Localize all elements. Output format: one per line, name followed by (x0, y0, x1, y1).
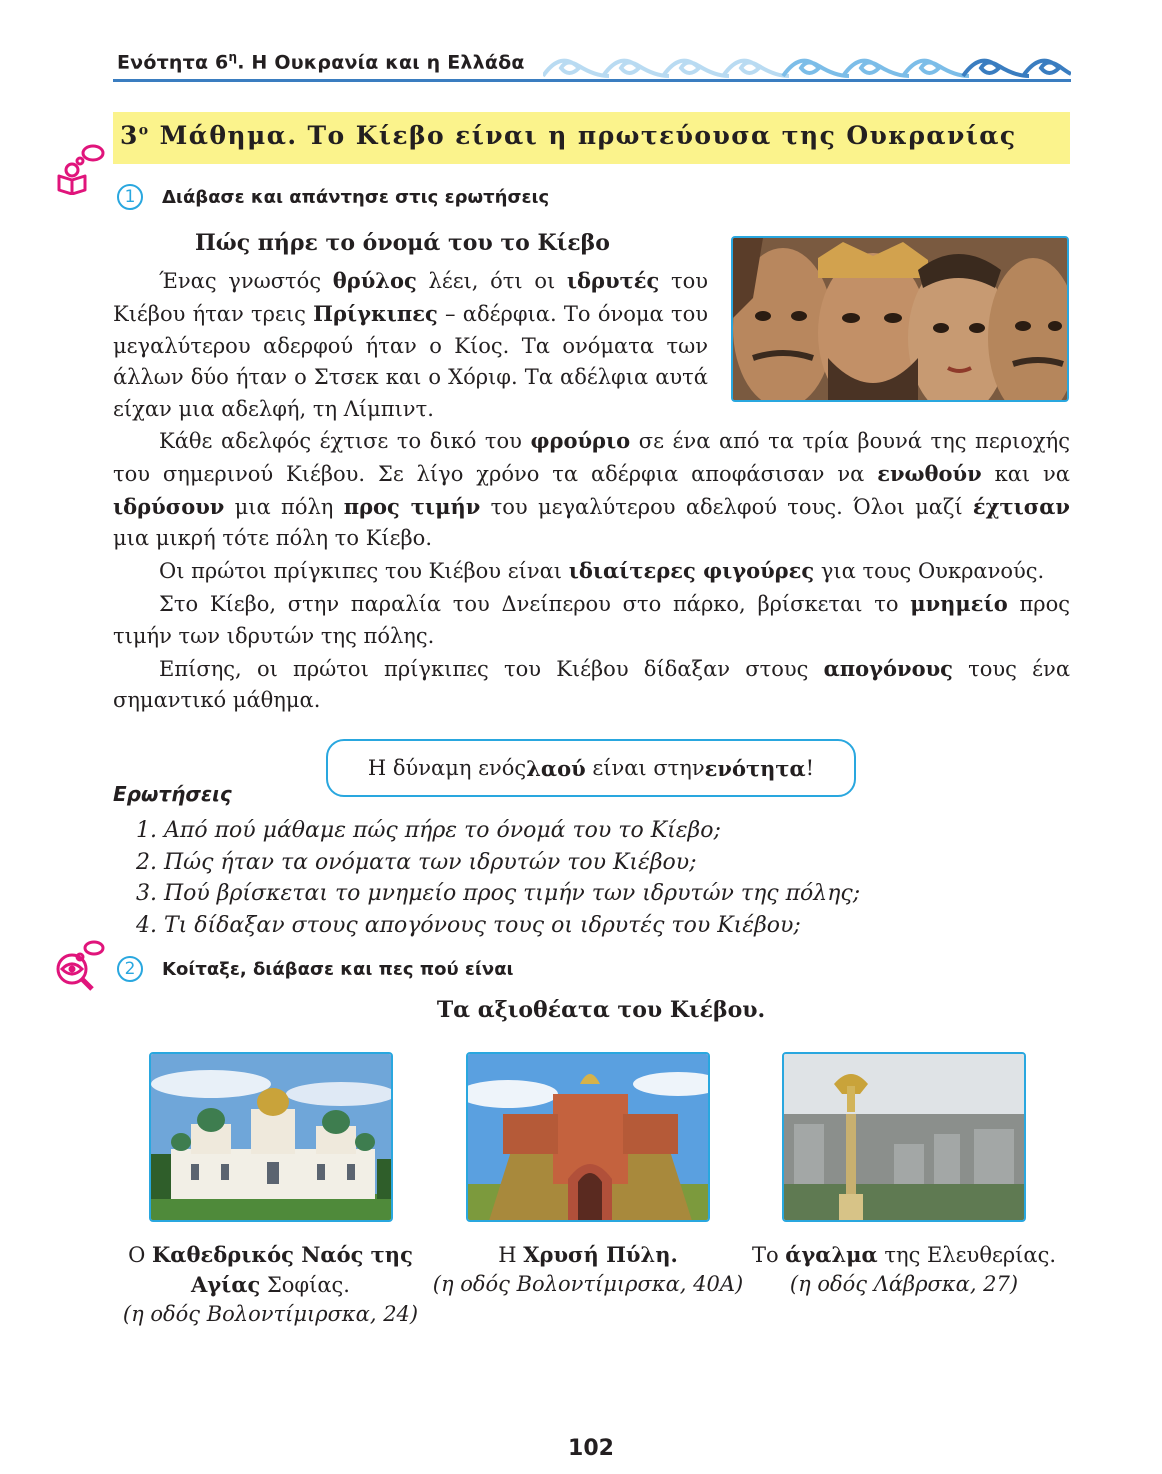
story-paragraph-5: Επίσης, οι πρώτοι πρίγκιπες του Κιέβου δίδαξαν στους απογόνους τους ένα σημαντικό μάθημα. (113, 655, 1070, 713)
page-number: 102 (568, 1436, 614, 1461)
exercise-instruction: Διάβασε και απάντησε στις ερωτήσεις (162, 187, 550, 208)
story-paragraph-3: Οι πρώτοι πρίγκιπες του Κιέβου είναι ιδιαίτερες φιγούρες για τους Ουκρανούς. (159, 558, 1045, 584)
monument-address: (η οδός Λάβρσκα, 27) (789, 1272, 1019, 1296)
monument-drawing (784, 1054, 1026, 1222)
story-paragraph-1: Ένας γνωστός θρύλος λέει, ότι οι ιδρυτές του Κιέβου ήταν τρεις Πρίγκιπες – αδέρφια. Το όνομα του μεγαλύτερου αδερφού ήταν ο Κίος. Τα ονόματα των άλλων δύο ήταν ο Στσεκ και ο Χόριφ. Τα αδέλφια αυτά είχαν μια αδελφή, τη Λίμπιντ. (113, 268, 708, 422)
golden-gate-address: (η οδός Βολοντίμιρσκα, 40Α) (432, 1272, 744, 1296)
golden-gate-drawing (468, 1054, 710, 1222)
cathedral-address: (η οδός Βολοντίμιρσκα, 24) (122, 1302, 419, 1326)
exercise-number-badge: 2 (117, 956, 143, 982)
running-header (113, 46, 1071, 84)
exercise-instruction: Κοίταξε, διάβασε και πες πού είναι (162, 959, 514, 980)
question-item: 4. Τι δίδαξαν στους απογόνους τους οι ιδρυτές του Κιέβου; (136, 912, 801, 938)
exercise-number-badge: 1 (117, 184, 143, 210)
golden-gate-caption: Η Χρυσή Πύλη. (η οδός Βολοντίμιρσκα, 40Α) (428, 1240, 748, 1299)
cathedral-drawing (151, 1054, 393, 1222)
question-item: 1. Από πού μάθαμε πώς πήρε το όνομά του το Κίεβο; (136, 818, 721, 843)
cathedral-photo (149, 1052, 393, 1222)
cathedral-caption: Ο Καθεδρικός Ναός της Αγίας Σοφίας. (η οδός Βολοντίμιρσκα, 24) (118, 1240, 423, 1329)
monument-caption: Το άγαλμα της Ελευθερίας. (η οδός Λάβρσκα, 27) (744, 1240, 1064, 1299)
questions-list (136, 815, 860, 941)
story-paragraph-2: Κάθε αδελφός έχτισε το δικό του φρούριο σε ένα από τα τρία βουνά της περιοχής του σημερινού Κιέβου. Σε λίγο χρόνο τα αδέρφια αποφάσισαν να ενωθούν και να ιδρύσουν μια πόλη προς τιμήν του μεγαλύτερου αδελφού τους. Όλοι μαζί έχτισαν μια μικρή τότε πόλη το Κίεβο. (113, 428, 1070, 551)
independence-monument-photo (782, 1052, 1026, 1222)
founders-mosaic-image (731, 236, 1069, 402)
header-rule (113, 79, 1071, 82)
reading-book-icon (56, 143, 106, 195)
magnifier-eye-icon (52, 939, 106, 991)
sights-title: Τα αξιοθέατα του Κιέβου. (436, 997, 766, 1023)
story-body (113, 425, 1070, 717)
questions-heading: Ερωτήσεις (113, 782, 232, 806)
story-paragraph-4: Στο Κίεβο, στην παραλία του Δνείπερου στο πάρκο, βρίσκεται το μνημείο προς τιμήν των ιδρυτών της πόλης. (113, 590, 1070, 648)
golden-gate-photo (466, 1052, 710, 1222)
question-item: 3. Πού βρίσκεται το μνημείο προς τιμήν των ιδρυτών της πόλης; (136, 881, 861, 906)
motto-box: Η δύναμη ενός λαού είναι στην ενότητα ! (326, 739, 856, 797)
lesson-banner (113, 112, 1070, 164)
unit-title: Ενότητα $6^\eta$. Η Ουκρανία και η Ελλάδα (117, 50, 525, 74)
wave-ornament (543, 46, 1071, 80)
founders-mosaic-drawing (733, 238, 1069, 402)
question-item: 2. Πώς ήταν τα ονόματα των ιδρυτών του Κιέβου; (136, 849, 697, 875)
lesson-title: $3^o$ Μάθημα. Το Κίεβο είναι η πρωτεύουσα της Ουκρανίας (120, 121, 1017, 150)
story-title: Πώς πήρε το όνομά του το Κίεβο (195, 230, 610, 256)
